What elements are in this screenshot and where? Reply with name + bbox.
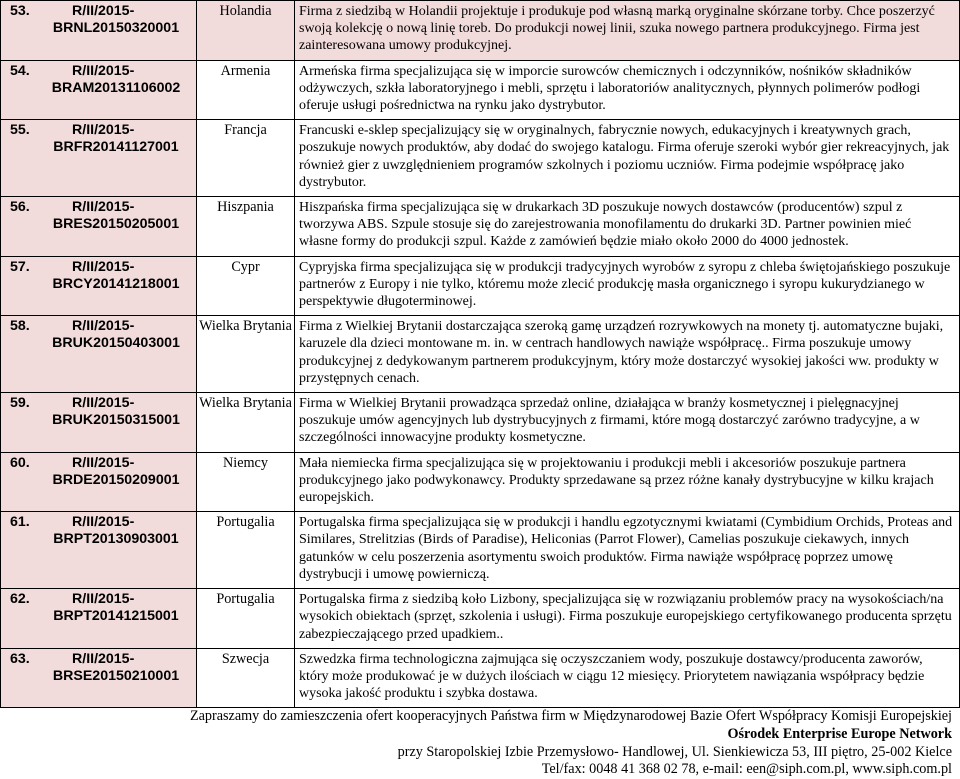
- offer-country: Niemcy: [197, 452, 295, 512]
- offer-country: Hiszpania: [197, 197, 295, 257]
- offer-description: Portugalska firma z siedzibą koło Lizbony, specjalizująca się w rozwiązaniu problemów pracy na wysokościach/na wysokich obiektach (sprzęt, szkolenia i usługi). Firma poszukuje europejskiego certyfikowanego producenta sprzętu zabezpieczającego przed upadkiem..: [295, 589, 960, 649]
- offer-reference-cell: [1, 648, 197, 708]
- offer-description: Firma w Wielkiej Brytanii prowadząca sprzedaż online, działająca w branży kosmetycznej i pielęgnacyjnej poszukuje umów agencyjnych lub dystrybucyjnych z firmami, które mogą dostarczyć zarówno tradycyjne, a w szczególności innowacyjne produkty kosmetyczne.: [295, 393, 960, 453]
- offer-row: [1, 452, 960, 512]
- offer-ref-prefix: R/II/2015-: [72, 122, 135, 139]
- offer-ref-code: BRPT20130903001: [53, 531, 179, 548]
- footer-organization: Ośrodek Enterprise Europe Network: [727, 725, 952, 742]
- offer-ref-code: BRES20150205001: [52, 216, 180, 233]
- offer-reference-cell: [1, 60, 197, 120]
- offer-reference-cell: [1, 393, 197, 453]
- offer-row: [1, 393, 960, 453]
- offer-description: Mała niemiecka firma specjalizująca się w projektowaniu i produkcji mebli i akcesoriów poszukuje partnera produkcyjnego jako podwykonawcy. Produkty sprzedawane są przez różne kanały dystrybucyjne w kilku krajach europejskich.: [295, 452, 960, 512]
- offer-reference-cell: [1, 256, 197, 316]
- offer-row: [1, 60, 960, 120]
- offer-row: [1, 648, 960, 708]
- footer-address: przy Staropolskiej Izbie Przemysłowo- Handlowej, Ul. Sienkiewicza 53, III piętro, 25-002 Kielce: [397, 743, 952, 760]
- offer-ref-prefix: R/II/2015-: [72, 318, 135, 335]
- offer-country: Wielka Brytania: [197, 316, 295, 393]
- offer-ref-prefix: R/II/2015-: [72, 591, 135, 608]
- offer-ref-prefix: R/II/2015-: [72, 650, 135, 667]
- offer-ref-code: BRPT20141215001: [53, 608, 179, 625]
- offer-row: [1, 316, 960, 393]
- offer-number: 59.: [10, 395, 30, 412]
- offer-reference-cell: [1, 589, 197, 649]
- offer-country: Francja: [197, 120, 295, 197]
- offer-row: [1, 589, 960, 649]
- offer-reference-cell: [1, 512, 197, 589]
- offer-description: Hiszpańska firma specjalizująca się w drukarkach 3D poszukuje nowych dostawców (producentów) szpul z tworzywa ABS. Szpule stosuje się do zarejestrowania monofilamentu do drukarki 3D. Partner powinien mieć własne formy do produkcji szpul. Każde z zamówień będzie miało około 2000 do 4000 jednostek.: [295, 197, 960, 257]
- offer-row: [1, 197, 960, 257]
- footer: [0, 708, 960, 778]
- offer-ref-code: BRDE20150209001: [52, 471, 180, 488]
- offer-reference-cell: [1, 452, 197, 512]
- offer-description: Portugalska firma specjalizująca się w produkcji i handlu egzotycznymi kwiatami (Cymbidium Orchids, Proteas and Similares, Strelitzias (Birds of Paradise), Heliconias (Parrot Flower), Camelias poszukuje ciekawych, innych gatunków w celu poszerzenia asortymentu swoich produktów. Firma nawiąże współpracę poprzez umowę dystrybucji i umowę powierniczą.: [295, 512, 960, 589]
- offer-description: Firma z Wielkiej Brytanii dostarczająca szeroką gamę urządzeń rozrywkowych na monety tj. automatyczne bujaki, karuzele dla dzieci montowane m. in. w centrach handlowych nawiąże współpracę.. Firma poszukuje umowy produkcyjnej z dedykowanym partnerem produkcyjnym, który może dostarczyć wysokiej jakości ww. produkty w przystępnych cenach.: [295, 316, 960, 393]
- offer-number: 60.: [10, 454, 30, 471]
- offer-reference-cell: [1, 120, 197, 197]
- offer-country: Portugalia: [197, 512, 295, 589]
- offer-description: Szwedzka firma technologiczna zajmująca się oczyszczaniem wody, poszukuje dostawcy/producenta zaworów, który może produkować je w dużych ilościach w ciągu 12 miesięcy. Priorytetem nawiązania współpracy będzie wysoka jakość produktu i szybka dostawa.: [295, 648, 960, 708]
- offer-ref-prefix: R/II/2015-: [72, 454, 135, 471]
- offer-description: Francuski e-sklep specjalizujący się w oryginalnych, fabrycznie nowych, edukacyjnych i kreatywnych grach, poszukuje nowych produktów, aby dodać do swojego katalogu. Firma oferuje szeroki wybór gier rekreacyjnych, jak również gier z uwzględnieniem programów szkolnych i poziomu uczniów. Firma podejmie współpracę jako dystrybutor.: [295, 120, 960, 197]
- offer-number: 63.: [10, 650, 30, 667]
- offer-reference-cell: [1, 1, 197, 61]
- offer-country: Szwecja: [197, 648, 295, 708]
- offers-table-body: [1, 1, 960, 708]
- offer-ref-prefix: R/II/2015-: [72, 514, 135, 531]
- offer-country: Wielka Brytania: [197, 393, 295, 453]
- offer-number: 53.: [10, 3, 30, 19]
- offer-number: 56.: [10, 199, 30, 216]
- offer-description: Cypryjska firma specjalizująca się w produkcji tradycyjnych wyrobów z syropu z chleba świętojańskiego poszukuje partnerów z Europy i nie tylko, któremu może zlecić produkcję masła organicznego i syropu kukurydzianego w perspektywie długoterminowej.: [295, 256, 960, 316]
- offer-number: 62.: [10, 591, 30, 608]
- offer-ref-prefix: R/II/2015-: [72, 395, 135, 412]
- offer-ref-prefix: R/II/2015-: [72, 62, 135, 79]
- footer-invitation: Zapraszamy do zamieszczenia ofert kooperacyjnych Państwa firm w Międzynarodowej Bazie Ofert Współpracy Komisji Europejskiej: [189, 708, 952, 725]
- offer-ref-prefix: R/II/2015-: [72, 199, 135, 216]
- offer-reference-cell: [1, 316, 197, 393]
- offer-number: 54.: [10, 62, 30, 79]
- offer-number: 58.: [10, 318, 30, 335]
- offer-ref-code: BRNL20150320001: [52, 20, 180, 37]
- offer-country: Armenia: [197, 60, 295, 120]
- offer-ref-code: BRUK20150403001: [52, 335, 180, 352]
- footer-contact: Tel/fax: 0048 41 368 02 78, e-mail: een@siph.com.pl, www.siph.com.pl: [541, 761, 952, 778]
- offer-ref-code: BRSE20150210001: [52, 667, 180, 684]
- offer-ref-code: BRCY20141218001: [52, 275, 180, 292]
- offer-row: [1, 120, 960, 197]
- offer-description: Firma z siedzibą w Holandii projektuje i produkuje pod własną marką oryginalne skórzane torby. Chce poszerzyć swoją kolekcję o nową linię toreb. Do produkcji nowej linii, szuka nowego partnera produkcyjnego. Firma jest zainteresowana umowy produkcyjnej.: [295, 1, 960, 61]
- offer-ref-code: BRUK20150315001: [52, 412, 180, 429]
- offer-number: 61.: [10, 514, 30, 531]
- offer-country: Cypr: [197, 256, 295, 316]
- offer-ref-prefix: R/II/2015-: [72, 258, 135, 275]
- offer-row: [1, 1, 960, 61]
- offer-description: Armeńska firma specjalizująca się w imporcie surowców chemicznych i odczynników, nośników składników odżywczych, szkła laboratoryjnego i mebli, sprzętu i laboratoriów analitycznych, płynnych polimerów podłogi oferuje usługi pośrednictwa na rynku jako dystrybutor.: [295, 60, 960, 120]
- offer-row: [1, 256, 960, 316]
- offer-row: [1, 512, 960, 589]
- offer-country: Portugalia: [197, 589, 295, 649]
- offer-ref-code: BRFR20141127001: [53, 139, 179, 156]
- offer-number: 57.: [10, 258, 30, 275]
- offer-country: Holandia: [197, 1, 295, 61]
- offer-number: 55.: [10, 122, 30, 139]
- offer-ref-code: BRAM20131106002: [51, 79, 181, 96]
- offer-ref-prefix: R/II/2015-: [72, 3, 135, 19]
- offer-reference-cell: [1, 197, 197, 257]
